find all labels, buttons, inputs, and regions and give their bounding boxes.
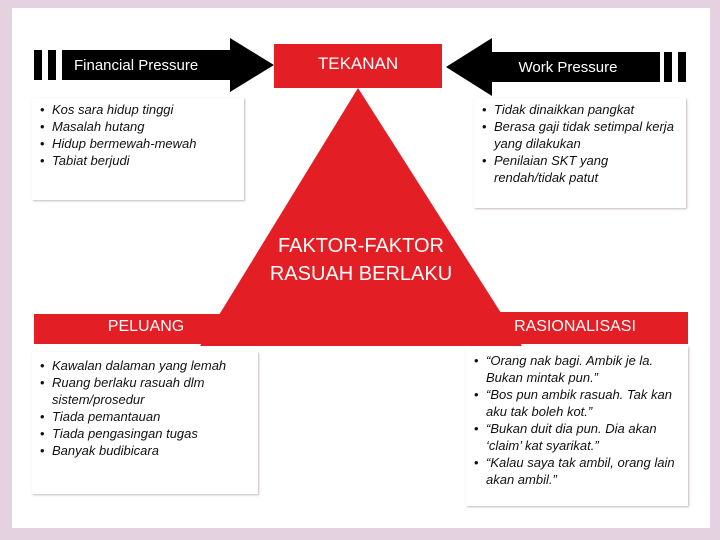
rasionalisasi-box xyxy=(466,346,688,506)
rasionalisasi-label: RASIONALISASI xyxy=(514,318,636,335)
list-item: • Hidup bermewah-mewah xyxy=(40,135,240,152)
triangle-title xyxy=(236,232,486,288)
list-item: • Masalah hutang xyxy=(40,118,240,135)
left-arrow-stripe-1 xyxy=(34,50,42,80)
work-pressure-box xyxy=(474,98,686,208)
triangle-title-line-2: RASUAH BERLAKU xyxy=(269,263,453,285)
list-item: • Kos sara hidup tinggi xyxy=(40,101,240,118)
list-item: • Banyak budibicara xyxy=(40,442,254,459)
list-item: • Tabiat berjudi xyxy=(40,152,240,169)
triangle-title-line-1: FAKTOR-FAKTOR xyxy=(278,235,444,257)
list-item: • Tidak dinaikkan pangkat xyxy=(482,101,682,118)
list-item: • Penilaian SKT yang rendah/tidak patut xyxy=(482,152,682,186)
right-arrow-stripe-1 xyxy=(664,52,672,82)
right-arrow-stripe-2 xyxy=(678,52,686,82)
list-item: • “Bos pun ambik rasuah. Tak kan aku tak boleh kot.” xyxy=(474,386,684,420)
list-item: • Berasa gaji tidak setimpal kerja yang dilakukan xyxy=(482,118,682,152)
financial-pressure-label: Financial Pressure xyxy=(74,57,199,74)
peluang-box xyxy=(32,352,258,494)
list-item: • Tiada pemantauan xyxy=(40,408,254,425)
list-item: • Kawalan dalaman yang lemah xyxy=(40,357,254,374)
list-item: • Tiada pengasingan tugas xyxy=(40,425,254,442)
list-item: • “Orang nak bagi. Ambik je la. Bukan mintak pun.” xyxy=(474,352,684,386)
work-pressure-label: Work Pressure xyxy=(518,59,618,76)
financial-pressure-box xyxy=(32,98,244,200)
peluang-label: PELUANG xyxy=(107,318,185,335)
left-arrow-stripe-2 xyxy=(48,50,56,80)
list-item: • “Kalau saya tak ambil, orang lain akan ambil.” xyxy=(474,454,684,488)
tekanan-label: TEKANAN xyxy=(317,54,399,73)
list-item: • “Bukan duit dia pun. Dia akan ‘claim’ kat syarikat.” xyxy=(474,420,684,454)
list-item: • Ruang berlaku rasuah dlm sistem/prosedur xyxy=(40,374,254,408)
